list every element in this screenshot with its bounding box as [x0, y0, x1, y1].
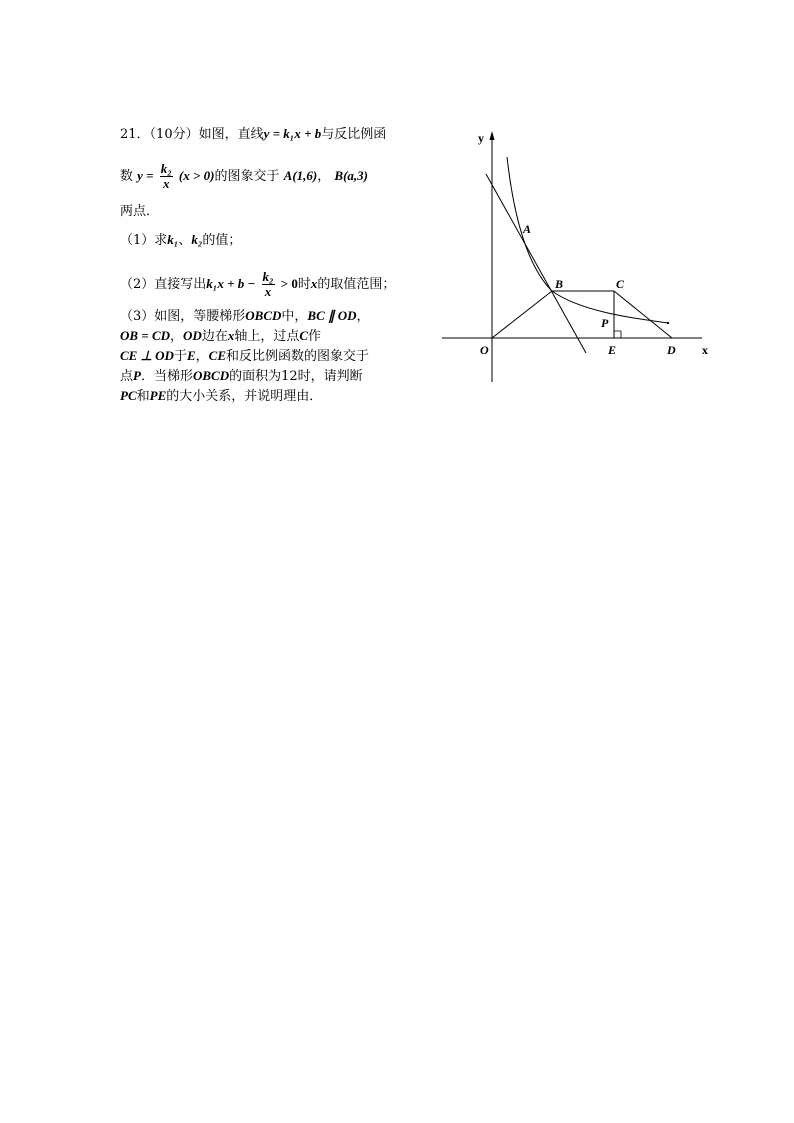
right-angle-mark [614, 331, 621, 338]
intro-text: 两点． [120, 204, 160, 219]
part2-mid: 时 [297, 277, 311, 292]
part-2 [120, 270, 395, 299]
part-3-line-1 [120, 306, 370, 327]
inequality: > 0 [280, 276, 298, 291]
part3-text: （3）如图，等腰梯形 [120, 309, 246, 324]
x-symbol: x [310, 276, 318, 291]
problem-line-2 [120, 162, 368, 191]
label-p: P [601, 316, 609, 330]
separator: 、 [178, 233, 192, 248]
intro-text: 数 [120, 169, 134, 184]
label-o: O [480, 343, 489, 357]
curve-end-dot [667, 322, 669, 324]
part3-text: 的面积为12时，请判断 [229, 369, 363, 384]
segment-ce: CE [208, 348, 226, 363]
point-b: B(a,3) [334, 168, 368, 183]
label-b: B [555, 277, 564, 291]
part-3-line-3 [120, 346, 369, 367]
parallel-condition: BC ∥ OD [307, 308, 357, 323]
y-axis-label: y [478, 131, 484, 145]
part3-text: 轴上，过点 [234, 329, 300, 344]
segment-pe: PE [149, 388, 167, 403]
fraction-numerator: k₂ [262, 269, 274, 284]
fraction-denominator: x [264, 284, 272, 299]
part3-text: 中， [281, 309, 308, 324]
point-p: P [133, 368, 141, 383]
part2-prefix: （2）直接写出 [120, 277, 207, 292]
part3-text: 和 [136, 389, 150, 404]
fraction-denominator: x [163, 176, 170, 191]
label-d: D [667, 343, 676, 357]
curve-lhs: y = [137, 168, 154, 183]
part3-text: 点 [120, 369, 134, 384]
line-y-k1x-b [486, 174, 586, 353]
label-e: E [608, 343, 617, 357]
geometry-figure [440, 125, 730, 390]
problem-points: （10分） [149, 127, 199, 142]
y-axis-arrow-icon [490, 131, 495, 140]
label-c: C [616, 277, 625, 291]
segment-cd [614, 291, 672, 338]
separator: ， [356, 309, 370, 324]
part3-text: 作 [308, 329, 322, 344]
separator: ， [317, 169, 331, 184]
segment-pc: PC [120, 388, 137, 403]
part-3-line-5 [120, 386, 322, 407]
k2-symbol: k₂ [191, 232, 203, 247]
equal-condition: OB = CD [120, 328, 171, 343]
trapezoid-name: OBCD [192, 368, 230, 383]
segment-ob [492, 291, 552, 338]
k1-symbol: k₁ [167, 232, 179, 247]
x-symbol: x [227, 328, 235, 343]
part-1 [120, 230, 241, 251]
problem-number: 21． [120, 127, 150, 142]
part2-fraction [262, 270, 275, 299]
fraction-numerator: k₂ [160, 161, 172, 176]
part-3-line-4 [120, 366, 363, 387]
problem-line-3 [120, 202, 159, 222]
part3-text: 的大小关系，并说明理由． [166, 389, 323, 404]
trapezoid-name: OBCD [245, 308, 282, 323]
separator: ， [170, 329, 184, 344]
part3-text: 边在 [201, 329, 228, 344]
curve-fraction [160, 162, 173, 191]
part3-text: ．当梯形 [140, 369, 193, 384]
perpendicular-condition: CE ⊥ OD [120, 348, 174, 363]
point-e: E [186, 348, 196, 363]
hyperbola-curve [507, 157, 668, 323]
point-a: A(1,6) [283, 168, 318, 183]
part2-expression: k₁x + b − [206, 276, 256, 291]
part3-text: 于 [173, 349, 187, 364]
part2-suffix: 的取值范围； [317, 277, 396, 292]
segment-od: OD [183, 328, 202, 343]
x-axis-label: x [702, 343, 708, 357]
point-c: C [299, 328, 309, 343]
separator: ， [195, 349, 209, 364]
label-a: A [523, 222, 532, 236]
line-equation: y = k₁x + b [263, 126, 322, 141]
intro-text: 的图象交于 [214, 169, 280, 184]
problem-line-1 [120, 124, 386, 145]
part3-text: 和反比例函数的图象交于 [226, 349, 370, 364]
part1-suffix: 的值； [202, 233, 242, 248]
part1-prefix: （1）求 [120, 233, 168, 248]
domain-condition: (x > 0) [178, 168, 215, 183]
intro-text: 如图，直线 [198, 127, 264, 142]
intro-text: 与反比例函 [321, 127, 387, 142]
part-3-line-2 [120, 326, 321, 347]
